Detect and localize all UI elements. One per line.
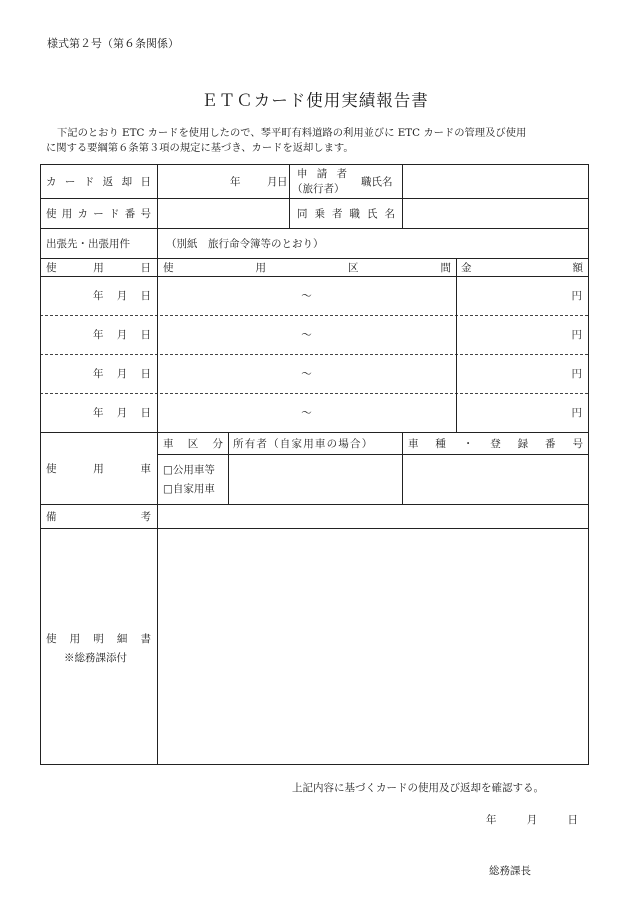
return-date-day: 日 (277, 175, 288, 188)
confirm-text: 上記内容に基づくカードの使用及び返却を確認する。 (292, 782, 544, 794)
applicant-name-field[interactable] (403, 164, 587, 198)
usage-row-3-date: 年 月 日 (93, 368, 151, 380)
card-number-label: 使 用 カ ー ド 番 号 (46, 207, 151, 220)
trip-value: （別紙 旅行命令簿等のとおり） (166, 237, 324, 250)
intro-line-2: に関する要綱第６条第３項の規定に基づき、カードを返却します。 (46, 142, 354, 154)
statement-note: ※総務課添付 (64, 651, 127, 664)
usage-row-3-section: ～ (301, 368, 312, 380)
usage-row-3-amount: 円 (571, 368, 582, 380)
usage-row-4-section: ～ (301, 407, 312, 419)
card-return-date-label: カ ー ド 返 却 日 (46, 175, 151, 188)
usage-row-4-date: 年 月 日 (93, 407, 151, 419)
remarks-label: 備 考 (46, 510, 151, 523)
position-name-label: 職氏名 (361, 175, 393, 188)
return-date-month: 月 (267, 175, 278, 188)
vehicle-type-header: 車 区 分 (163, 437, 223, 450)
statement-attachment-area (158, 529, 587, 763)
usage-row-2-amount: 円 (571, 329, 582, 341)
applicant-label: 申 請 者 (297, 167, 347, 180)
usage-amount-header: 金 額 (461, 261, 583, 274)
intro-line-1: 下記のとおり ETC カードを使用したので、琴平町有料道路の利用並びに ETC カードの管理及び使用 (57, 127, 527, 139)
usage-row-2-section: ～ (301, 329, 312, 341)
usage-row-1-section: ～ (301, 290, 312, 302)
card-number-field[interactable] (158, 198, 288, 228)
form-number: 様式第２号（第６条関係） (47, 37, 179, 50)
vehicle-option-public[interactable]: □公用車等 (163, 463, 215, 476)
traveler-label: （旅行者） (292, 182, 345, 195)
usage-section-header: 使 用 区 間 (163, 261, 451, 274)
return-date-year: 年 (230, 175, 241, 188)
usage-row-4-amount: 円 (571, 407, 582, 419)
usage-row-1-amount: 円 (571, 290, 582, 302)
confirm-date: 年 月 日 (486, 814, 578, 826)
page-title: ＥＴＣカード使用実績報告書 (201, 91, 429, 110)
trip-label: 出張先・出張用件 (46, 237, 130, 250)
vehicle-label: 使 用 車 (46, 462, 151, 475)
vehicle-registration-header: 車 種 ・ 登 録 番 号 (408, 437, 583, 450)
usage-row-2-date: 年 月 日 (93, 329, 151, 341)
remarks-field[interactable] (158, 505, 587, 527)
passenger-label: 同 乗 者 職 氏 名 (297, 207, 395, 220)
usage-date-header: 使 用 日 (46, 261, 151, 274)
general-affairs-chief: 総務課長 (489, 865, 531, 877)
usage-row-1-date: 年 月 日 (93, 290, 151, 302)
vehicle-option-private[interactable]: □自家用車 (163, 482, 215, 495)
vehicle-owner-field[interactable] (229, 455, 401, 503)
statement-label: 使 用 明 細 書 (46, 632, 151, 645)
vehicle-registration-field[interactable] (403, 455, 587, 503)
intro-paragraph (46, 126, 591, 156)
vehicle-owner-header: 所有者（自家用車の場合） (233, 437, 374, 450)
passenger-name-field[interactable] (403, 198, 587, 228)
